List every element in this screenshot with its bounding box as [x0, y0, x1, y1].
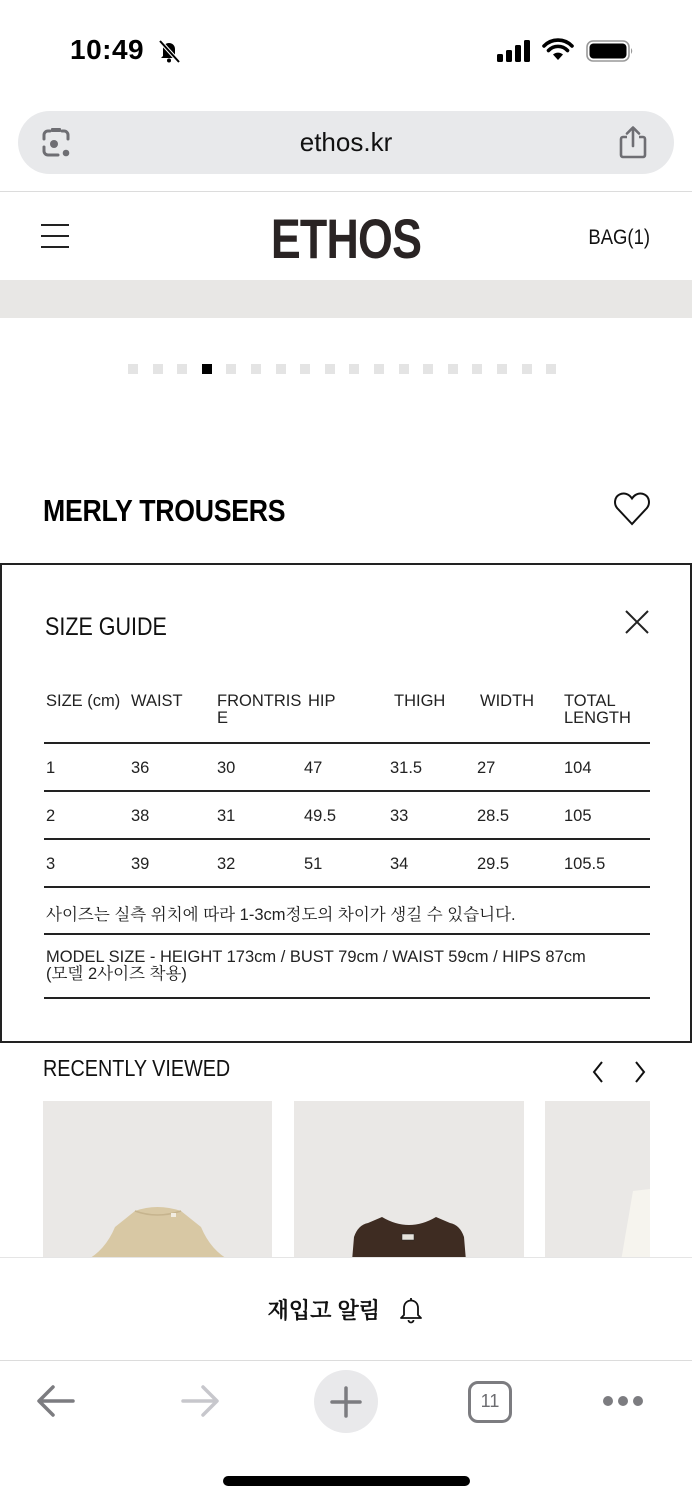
ivory-item-image	[545, 1101, 650, 1261]
url-text[interactable]: ethos.kr	[299, 127, 393, 157]
size-note	[44, 888, 650, 935]
chevron-left-icon[interactable]	[590, 1060, 606, 1084]
cell: 47	[304, 759, 323, 777]
pagination-dot[interactable]	[497, 364, 507, 374]
new-tab-button[interactable]	[314, 1370, 378, 1433]
cell: 105.5	[564, 855, 606, 873]
pagination-dot[interactable]	[374, 364, 384, 374]
pagination-dot[interactable]	[546, 364, 556, 374]
pagination-dot[interactable]	[276, 364, 286, 374]
back-arrow-icon[interactable]	[36, 1384, 76, 1418]
plus-icon	[330, 1386, 362, 1418]
pagination-dot[interactable]	[177, 364, 187, 374]
column-header: WIDTH	[480, 692, 535, 710]
menu-icon[interactable]	[41, 224, 69, 248]
pagination-dot[interactable]	[399, 364, 409, 374]
address-bar[interactable]	[18, 111, 674, 174]
cell: 27	[477, 759, 496, 777]
brown-vest-image	[294, 1101, 524, 1261]
column-header: FRONTRIS E	[217, 692, 302, 727]
column-header: THIGH	[394, 692, 446, 710]
cell: 2	[46, 807, 56, 825]
column-header: HIP	[308, 692, 336, 710]
tab-switcher-button[interactable]: 11	[468, 1381, 512, 1423]
share-icon[interactable]	[618, 125, 648, 159]
pagination-dot[interactable]	[325, 364, 335, 374]
heart-icon[interactable]	[613, 491, 651, 527]
model-size-line: MODEL SIZE - HEIGHT 173cm / BUST 79cm / WAIST 59cm / HIPS 87cm	[46, 948, 586, 966]
pagination-dot[interactable]	[472, 364, 482, 374]
gallery-pagination	[128, 364, 556, 374]
bag-link[interactable]: BAG(1)	[588, 226, 650, 249]
recently-viewed-item[interactable]	[545, 1101, 650, 1261]
size-table	[44, 691, 650, 999]
status-time: 10:49	[70, 34, 145, 65]
model-size	[44, 935, 650, 999]
restock-notification-bar[interactable]	[0, 1257, 692, 1361]
size-table-header	[44, 691, 650, 744]
restock-notification-button[interactable]: 재입고 알림	[267, 1298, 380, 1323]
cell: 31.5	[390, 759, 423, 777]
cell: 29.5	[477, 855, 510, 873]
column-header: TOTAL LENGTH	[564, 692, 631, 727]
cell: 38	[131, 807, 150, 825]
bell-icon[interactable]	[398, 1296, 424, 1324]
home-indicator	[223, 1476, 470, 1486]
recently-viewed-item[interactable]	[294, 1101, 524, 1261]
battery-icon	[586, 40, 634, 62]
pagination-dot[interactable]	[128, 364, 138, 374]
cell: 3	[46, 855, 56, 873]
table-row	[44, 840, 650, 888]
wifi-icon	[542, 38, 574, 62]
recently-viewed-item[interactable]	[43, 1101, 272, 1261]
more-options-icon[interactable]	[602, 1395, 644, 1407]
cell: 104	[564, 759, 592, 777]
cell: 33	[390, 807, 409, 825]
pagination-dot[interactable]	[226, 364, 236, 374]
model-size-fit: (모델 2사이즈 착용)	[46, 965, 187, 983]
pagination-dot[interactable]	[349, 364, 359, 374]
product-title: MERLY TROUSERS	[43, 493, 286, 528]
recently-viewed-title: RECENTLY VIEWED	[43, 1055, 231, 1081]
cell: 49.5	[304, 807, 337, 825]
site-logo[interactable]: ETHOS	[270, 207, 422, 270]
cell: 39	[131, 855, 150, 873]
table-row	[44, 744, 650, 792]
pagination-dot[interactable]	[522, 364, 532, 374]
forward-arrow-icon[interactable]	[180, 1384, 220, 1418]
chevron-right-icon[interactable]	[632, 1060, 648, 1084]
site-header	[0, 192, 692, 280]
cell: 1	[46, 759, 56, 777]
table-row	[44, 792, 650, 840]
pagination-dot[interactable]	[153, 364, 163, 374]
bell-slash-icon	[156, 38, 182, 64]
product-image-gallery[interactable]	[0, 280, 692, 318]
size-guide-title: SIZE GUIDE	[45, 613, 167, 641]
close-icon[interactable]	[624, 609, 650, 635]
column-header: WAIST	[131, 692, 183, 710]
size-note-text: 사이즈는 실측 위치에 따라 1-3cm정도의 차이가 생길 수 있습니다.	[46, 906, 516, 924]
cell: 51	[304, 855, 323, 873]
cellular-signal-icon	[497, 40, 531, 62]
pagination-dot[interactable]	[251, 364, 261, 374]
cell: 36	[131, 759, 150, 777]
pagination-dot[interactable]	[448, 364, 458, 374]
cell: 105	[564, 807, 592, 825]
cell: 28.5	[477, 807, 510, 825]
column-header: SIZE (cm)	[46, 692, 121, 710]
status-bar	[0, 0, 692, 100]
pagination-dot[interactable]	[423, 364, 433, 374]
browser-toolbar	[0, 1362, 692, 1442]
cell: 30	[217, 759, 236, 777]
beige-top-image	[43, 1101, 272, 1261]
cell: 34	[390, 855, 409, 873]
cell: 32	[217, 855, 236, 873]
size-guide-panel	[0, 563, 692, 1043]
pagination-dot[interactable]	[300, 364, 310, 374]
cell: 31	[217, 807, 236, 825]
pagination-dot[interactable]	[202, 364, 212, 374]
